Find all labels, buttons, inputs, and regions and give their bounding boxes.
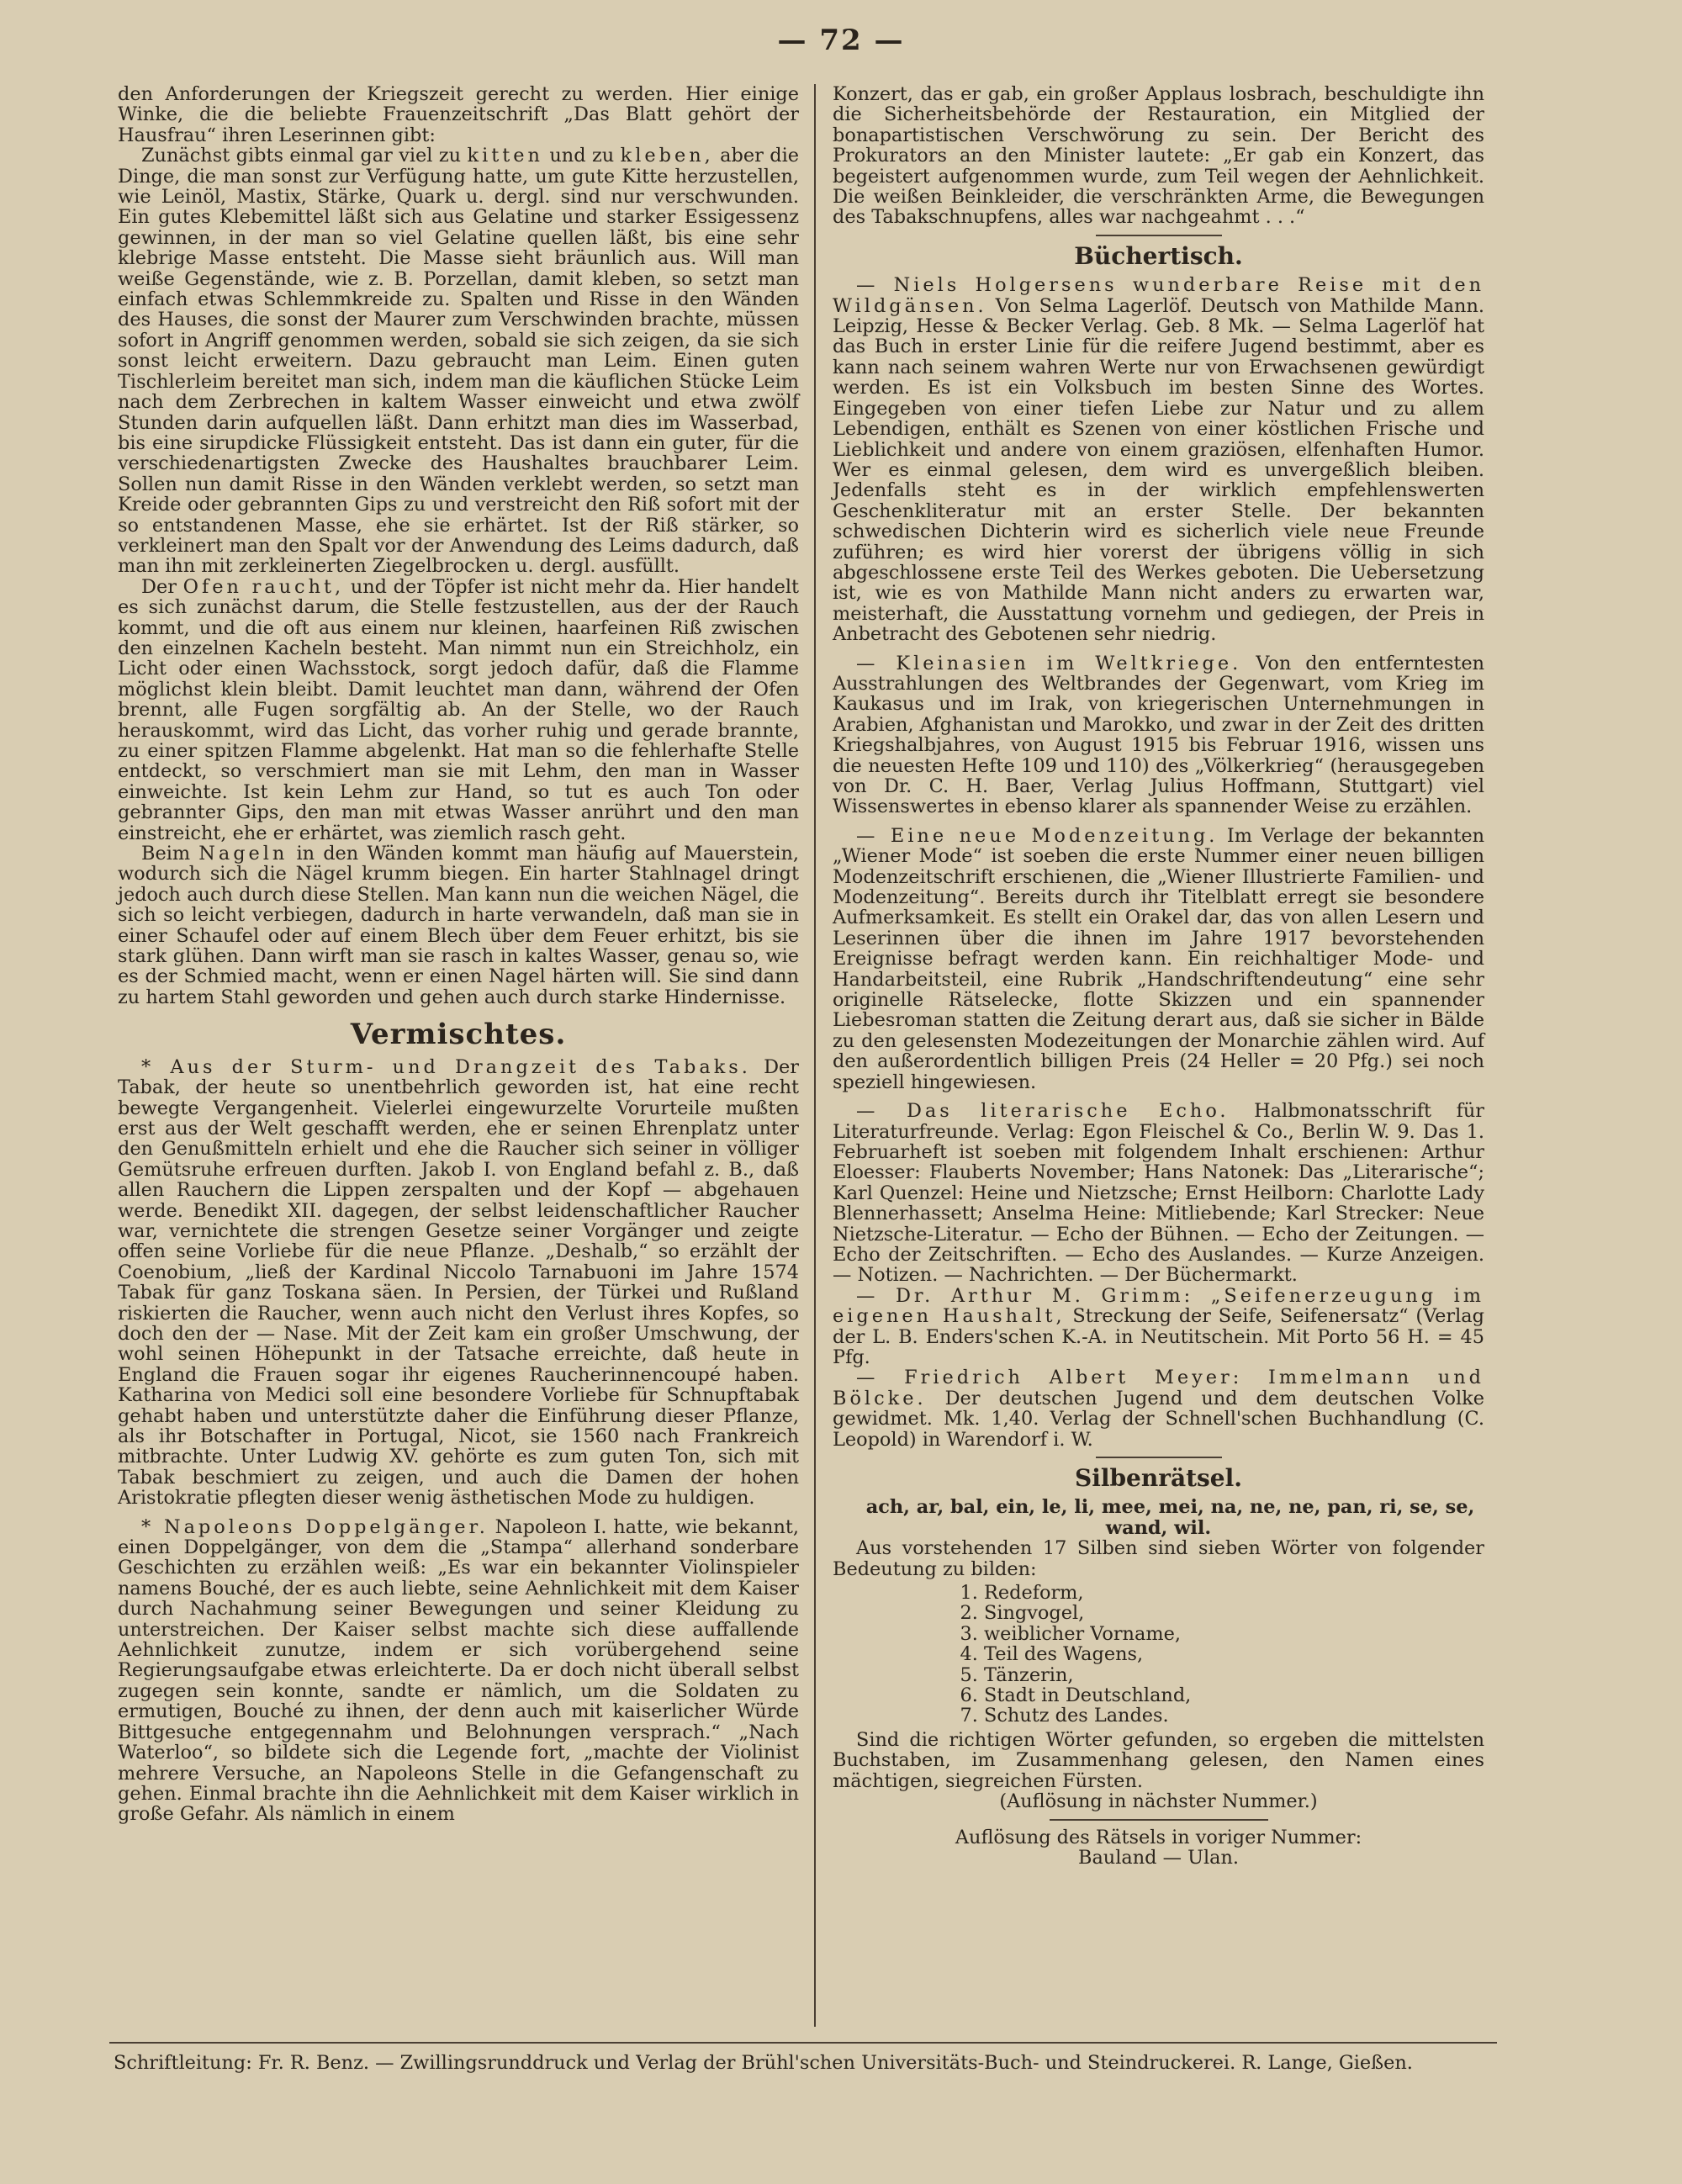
review-echo [833,1101,1484,1286]
section-divider [1050,1819,1268,1821]
heading-silbenraetsel: Silbenrätsel. [1074,1464,1243,1492]
intro-paragraph: den Anforderungen der Kriegszeit gerecht zu werden. Hier einige Winke, die die beliebte Frauenzeitschrift „Das Blatt gehört der Hausfrau“ ihren Leserinnen gibt: [118,83,799,146]
review-holgersen [833,275,1484,644]
text-run: Beim [141,843,191,865]
keyword-ofen: Ofen raucht, [182,575,345,598]
review-seifen [833,1286,1484,1368]
text-run: Halbmonatsschrift für Literaturfreunde. Verlag: Egon Fleischel & Co., Berlin W. 9. Das 1. Februarheft ist soeben mit folgendem Inhalt erschienen: Arthur Eloesser: Flauberts November; Hans Natonek: Das „Literarische“; Karl Quenzel: Heine und Nietzsche; Ernst Heilborn: Charlotte Lady Blennerhassett; Anselma Heine: Mitliebende; Karl Strecker: Neue Nietzsche-Literatur. — Echo der Bühnen. — Echo der Zeitungen. — Echo der Zeitschriften. — Echo des Auslandes. — Kurze Anzeigen. — Notizen. — Nachrichten. — Der Büchermarkt. [833,1100,1485,1287]
heading-vermischtes: Vermischtes. [350,1018,567,1052]
list-item: 2. Singvogel, [984,1603,1484,1623]
text-run: Zunächst gibts einmal gar viel zu [141,145,462,167]
paragraph-kitten [118,145,799,577]
text-run: Von Selma Lagerlöf. Deutsch von Mathilde Mann. Leipzig, Hesse & Becker Verlag. Geb. 8 Mk. — Selma Lagerlöf hat das Buch in erster Linie für die reifere Jugend bestimmt, aber es kann nach seinem wahren Werte nur von Erwachsenen gewürdigt werden. Es ist ein Volksbuch im besten Sinne des Wortes. Eingegeben von einer tiefen Liebe zur Natur und zu allem Lebendigen, enthält es Szenen von einer köstlichen Frische und Lieblichkeit und andere von einem graziösen, elfenhaften Humor. Wer es einmal gelesen, dem wird es unvergeßlich bleiben. Jedenfalls steht es in der wirklich empfehlenswerten Geschenkliteratur mit an erster Stelle. Der bekannten schwedischen Dichterin wird es sicherlich viele neue Freunde zuführen; es wird hier vorerst der übrigens völlig in sich abgeschlossene erste Teil des Werkes geboten. Die Uebersetzung ist, wie es von Mathilde Mann nicht anders zu erwarten war, meisterhaft, die Ausstattung vornehm und gediegen, der Preis in Anbetracht des Gebotenen sehr niedrig. [833,294,1484,646]
riddle-syllables: ach, ar, bal, ein, le, li, mee, mei, na, ne, ne, pan, ri, se, se, wand, wil. [865,1496,1475,1539]
list-item: 3. weiblicher Vorname, [984,1624,1484,1644]
riddle-list [959,1583,1484,1727]
list-item: 1. Redeform, [984,1583,1484,1603]
review-title-holgersen: — Niels Holgersens wunderbare Reise mit den Wildgänsen. [833,274,1484,317]
left-column [118,84,799,1825]
previous-solution-title: Auflösung des Rätsels in voriger Nummer: [955,1826,1362,1848]
column-divider [814,84,816,2027]
text-run: und zu [549,145,615,167]
list-item: 4. Teil des Wagens, [984,1644,1484,1664]
right-column [833,84,1484,1868]
text-run: in den Wänden kommt man häufig auf Mauerstein, wodurch sich die Nägel krumm biegen. Ein harter Stahlnagel dringt jedoch auch durch diese Stellen. Man kann nun die weichen Nägel, die sich so leicht verbiegen, dadurch in harte verwandeln, daß man sie in einer Schaufel oder auf einem Blech über dem Feuer erhitzt, bis sie stark glühen. Dann wirft man sie rasch in kaltes Wasser, genau so, wie es der Schmied macht, wenn er einen Nagel härten will. Sie sind dann zu hartem Stahl geworden und gehen auch durch starke Hindernisse. [118,843,799,1008]
text-run: und der Töpfer ist nicht mehr da. Hier handelt es sich zunächst darum, die Stelle festzustellen, aus der der Rauch kommt, und die oft aus einem nur kleinen, haarfeinen Riß zwischen den einzelnen Kacheln besteht. Man nimmt nun ein Streichholz, ein Licht oder einen Wachsstock, sorgt jedoch dafür, daß die Flamme möglichst klein bleibt. Damit leuchtet man dann, während der Ofen brennt, alle Fugen sorgfältig ab. An der Stelle, wo der Rauch herauskommt, wird das Licht, das vorher ruhig und gerade brannte, zu einer spitzen Flamme abgelenkt. Hat man so die fehlerhafte Stelle entdeckt, so verschmiert man sie mit Lehm, den man in Wasser einweichte. Ist kein Lehm zur Hand, so tut es auch Ton oder gebrannter Gips, den man mit etwas Wasser anrührt und den man einstreicht, ehe er erhärtet, was ziemlich rasch geht. [118,575,799,844]
previous-solution-answer: Bauland — Ulan. [1077,1846,1240,1869]
article-title-napoleon: * Napoleons Doppelgänger. [141,1515,489,1538]
heading-buechertisch: Büchertisch. [1074,241,1243,270]
review-title-echo: — Das literarische Echo. [856,1100,1230,1123]
text-run: Napoleon I. hatte, wie bekannt, einen Doppelgänger, von dem die „Stampa“ allerhand sonderbare Geschichten zu erzählen weiß: „Es war ein bekannter Violinspieler namens Bouché, der es auch liebte, seine Aehnlichkeit mit dem Kaiser durch Nachahmung seiner Bewegungen und seiner Kleidung zu unterstreichen. Der Kaiser selbst machte sich diese auffallende Aehnlichkeit zunutze, indem er sich vorübergehend seine Regierungsaufgabe etwas erleichterte. Da er doch nicht überall selbst zugegen sein konnte, sandte er nämlich, um die Soldaten zu ermutigen, Bouché zu ihnen, der denn auch mit kaiserlicher Würde Bittgesuche entgegennahm und Belohnungen versprach.“ „Nach Waterloo“, so bildete sich die Legende fort, „machte der Violinist mehrere Versuche, an Napoleons Stelle in die Gefangenschaft zu gehen. Einmal brachte ihn die Aehnlichkeit mit dem Kaiser wirklich in große Gefahr. Als nämlich in einem [118,1515,799,1826]
text-run: Der [141,575,177,598]
review-modenzeitung [833,826,1484,1092]
text-run: aber die Dinge, die man sonst zur Verfügung hatte, um gute Kitte herzustellen, wie Leinöl, Mastix, Stärke, Quark u. dergl. sind nur verschwunden. Ein gutes Klebemittel läßt sich aus Gelatine und starker Essigessenz gewinnen, in der man so viel Gelatine quellen läßt, bis eine sehr klebrige Masse entsteht. Die Masse sieht bräunlich aus. Will man weiße Gegenstände, wie z. B. Porzellan, damit kleben, so setzt man einfach etwas Schlemmkreide zu. Spalten und Risse in den Wänden des Hauses, die sonst der Maurer zum Verschwinden brachte, müssen sofort in Angriff genommen werden, sobald sie sich zeigen, da sie sich sonst leicht erweitern. Dazu gebraucht man Leim. Einen guten Tischlerleim bereitet man sich, indem man die käuflichen Stücke Leim nach dem Zerbrechen in kaltem Wasser einweicht und etwa zwölf Stunden darin aufquellen läßt. Dann erhitzt man dies im Wasserbad, bis eine sirupdicke Flüssigkeit entsteht. Das ist dann ein guter, für die verschiedenartigsten Zwecke des Haushaltes brauchbarer Leim. Sollen nun damit Risse in den Wänden verklebt werden, so setzt man Kreide oder gebrannten Gips zu und verstreicht den Riß sofort mit der so entstandenen Masse, ehe sie erhärtet. Ist der Riß stärker, so verkleinert man den Spalt vor der Anwendung des Leims dadurch, daß man ihn mit zerkleinerten Ziegelbrocken u. dergl. ausfüllt. [118,145,799,578]
list-item: 6. Stadt in Deutschland, [984,1685,1484,1705]
riddle-closing: Sind die richtigen Wörter gefunden, so ergeben die mittelsten Buchstaben, im Zusammenhang gelesen, den Namen eines mächtigen, siegreichen Fürsten. [833,1728,1484,1792]
riddle-instruction: Aus vorstehenden 17 Silben sind sieben Wörter von folgender Bedeutung zu bilden: [833,1537,1484,1580]
napoleon-continuation: Konzert, das er gab, ein großer Applaus losbrach, beschuldigte ihn die Sicherheitsbehörde der Restauration, ein Mitglied der bonapartistischen Verschwörung zu sein. Der Bericht des Prokurators an den Minister lautete: „Er gab ein Konzert, das begeistert aufgenommen wurde, zum Teil wegen der Aehnlichkeit. Die weißen Beinkleider, die verschränkten Arme, die Bewegungen des Tabakschnupfens, alles war nachgeahmt . . .“ [833,83,1484,229]
review-title-modenzeitung: — Eine neue Modenzeitung. [856,824,1219,847]
review-title-immelmann: — Friedrich Albert Meyer: Immelmann und Bölcke. [833,1367,1484,1409]
article-napoleon [118,1517,799,1825]
keyword-kitten: kitten [467,145,543,167]
text-run: Im Verlage der bekannten „Wiener Mode“ ist soeben die erste Nummer einer neuen billigen Modenzeitschrift erschienen, die „Wiener Illustrierte Familien- und Modenzeitung“. Bereits durch ihr Titelblatt erregt sie besondere Aufmerksamkeit. Es stellt ein Orakel dar, das von allen Lesern und Leserinnen über die ihnen im Jahre 1917 bevorstehenden Ereignisse befragt werden kann. Ein reichhaltiger Mode- und Handarbeitsteil, eine Rubrik „Handschriftendeutung“ eine sehr originelle Rätselecke, flotte Skizzen und ein spannender Liebesroman statten die Zeitung derart aus, daß sie sicher in Bälde zu den gelesensten Modezeitungen der Monarchie zählen wird. Auf den außerordentlich billigen Preis (24 Heller = 20 Pfg.) sei noch speziell hingewiesen. [833,824,1485,1093]
paragraph-nageln [118,843,799,1007]
review-title-seifen: — Dr. Arthur M. Grimm: „Seifenerzeugung im eigenen Haushalt, [833,1284,1484,1328]
article-title-tabak: * Aus der Sturm- und Drangzeit des Tabaks. [141,1055,751,1078]
text-run: Streckung der Seife, Seifenersatz“ (Verlag der L. B. Enders'schen K.-A. in Neutitschein. Mit Porto 56 H. = 45 Pfg. [833,1305,1484,1368]
section-divider [1096,235,1222,236]
keyword-kleben: kleben, [620,145,714,167]
review-immelmann [833,1367,1484,1450]
page-number: — 72 — [777,24,905,57]
text-run: Von den entferntesten Ausstrahlungen des Weltbrandes der Gegenwart, vom Krieg im Kaukasus und im Irak, von kriegerischen Unternehmungen in Arabien, Afghanistan und Marokko, und zwar in der Zeit des dritten Kriegshalbjahres, von August 1915 bis Februar 1916, wissen uns die neuesten Hefte 109 und 110) des „Völkerkrieg“ (herausgegeben von Dr. C. H. Baer, Verlag Julius Hoffmann, Stuttgart) viel Wissenswertes in ebenso klarer als spannender Weise zu erzählen. [833,652,1485,818]
footer-divider [109,2042,1497,2044]
text-run: Der Tabak, der heute so unentbehrlich geworden ist, hat eine recht bewegte Vergangenheit. Vielerlei eingewurzelte Vorurteile mußten erst aus der Welt geschafft werden, ehe er seinen Ehrenplatz unter den Genußmitteln erhielt und ehe die Raucher sich seiner in völliger Gemütsruhe erfreuen durften. Jakob I. von England befahl z. B., daß allen Rauchern die Lippen zerspalten und der Kopf — abgehauen werde. Benedikt XII. dagegen, der selbst leidenschaftlicher Raucher war, vernichtete die strengen Gesetze seiner Vorgänger und zeigte offen seine Vorliebe für die neue Pflanze. „Deshalb,“ so erzählt der Coenobium, „ließ der Kardinal Niccolo Tarnabuoni im Jahre 1574 Tabak für ganz Toskana säen. In Persien, der Türkei und Rußland riskierten die Raucher, wenn auch nicht den Verlust ihres Kopfes, so doch den der — Nase. Mit der Zeit kam ein großer Umschwung, der wohl seinen Höhepunkt in der Tatsache erreichte, daß heute in England die Frauen sogar ihr eigenes Raucherinnencoupé haben. Katharina von Medici soll eine besondere Vorliebe für Schnupftabak gehabt haben und unterstützte daher die Einführung dieser Pflanze, als ihr Botschafter in Portugal, Nicot, sie 1560 nach Frankreich mitbrachte. Unter Ludwig XV. gehörte es zum guten Ton, sich mit Tabak beschmiert zu zeigen, und auch die Damen der hohen Aristokratie pflegten dieser wenig ästhetischen Mode zu huldigen. [118,1055,799,1510]
article-tabak [118,1057,799,1509]
section-divider [1096,1457,1222,1458]
keyword-nageln: Nageln [198,843,288,865]
text-run: Der deutschen Jugend und dem deutschen Volke gewidmet. Mk. 1,40. Verlag der Schnell'schen Buchhandlung (C. Leopold) in Warendorf i. W. [833,1387,1484,1451]
imprint-footer: Schriftleitung: Fr. R. Benz. — Zwillingsrunddruck und Verlag der Brühl'schen Universitäts-Buch- und Steindruckerei. R. Lange, Gießen. [114,2052,1413,2074]
list-item: 5. Tänzerin, [984,1665,1484,1685]
list-item: 7. Schutz des Landes. [984,1705,1484,1726]
review-kleinasien [833,653,1484,817]
riddle-solution-note: (Auflösung in nächster Nummer.) [999,1790,1318,1813]
review-title-kleinasien: — Kleinasien im Weltkriege. [856,652,1242,674]
paragraph-ofen [118,577,799,843]
